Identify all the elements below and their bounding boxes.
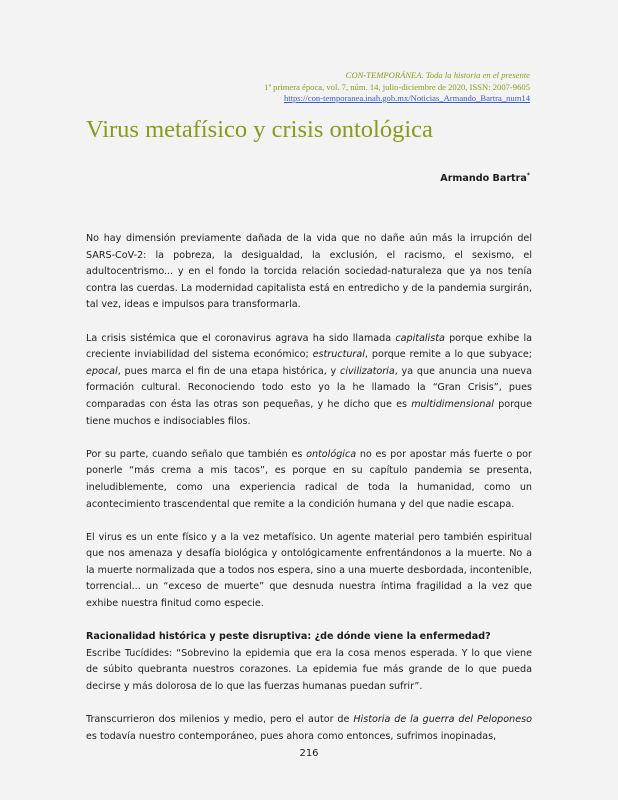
paragraph-2 — [86, 331, 532, 431]
paragraph-5: Escribe Tucídides: “Sobrevino la epidemia que era la cosa menos esperada. Y lo que viene de súbito quebranta nuestros corazones. La epidemia fue más grande de lo que pueda decirse y más dolorosa de lo que las fuerzas humanas puedan sufrir”. — [86, 647, 532, 693]
emphasis-epocal: epocal — [86, 365, 118, 377]
journal-header — [264, 70, 530, 105]
paragraph-3 — [86, 447, 532, 513]
paragraph-4: El virus es un ente físico y a la vez metafísico. Un agente material pero también espiritual que nos amenaza y desafía biológica y ontológicamente enfrentándonos a la muerte. No a la muerte normalizada que a todos nos espera, sino a una muerte desbordada, incontenible, torrencial... un “exceso de muerte” que desnuda nuestra íntima fragilidad a la vez que exhibe nuestra finitud como especie. — [86, 531, 532, 610]
article-title: Virus metafísico y crisis ontológica — [86, 116, 433, 143]
paragraph-1: No hay dimensión previamente dañada de la vida que no dañe aún más la irrupción del SARS-CoV-2: la pobreza, la desigualdad, la exclusión, el racismo, el sexismo, el adultocentrismo... y en el fondo la torcida relación sociedad-naturaleza que ya nos tenía contra las cuerdas. La modernidad capitalista está en entredicho y de la pandemia surgirán, tal vez, ideas e impulsos para transformarla. — [86, 233, 532, 311]
emphasis-estructural: estructural — [312, 349, 365, 361]
section-heading: Racionalidad histórica y peste disruptiva: ¿de dónde viene la enfermedad? — [86, 631, 491, 643]
article-url-link[interactable]: https://con-temporanea.inah.gob.mx/Noticias_Armando_Bartra_num14 — [283, 93, 530, 103]
author-name: Armando Bartra — [440, 173, 527, 185]
text-run: , ya que anuncia una nueva formación cultural. Reconociendo todo esto yo la he llamado la “Gran Crisis”, pues comparadas con ésta las otras son pequeñas, y he dicho que es — [86, 365, 532, 410]
text-run: es todavía nuestro contemporáneo, pues ahora como entonces, sufrimos inopinadas, — [86, 730, 497, 742]
author-footnote-mark: * — [526, 172, 530, 179]
emphasis-capitalista: capitalista — [395, 332, 445, 344]
text-run: porque exhibe la creciente inviabilidad del sistema económico; — [86, 332, 532, 361]
issue-info: 1ª primera época, vol. 7, núm. 14, julio-diciembre de 2020, ISSN: 2007-9605 — [264, 81, 530, 92]
emphasis-ontologica: ontológica — [306, 448, 357, 460]
article-body — [86, 231, 532, 745]
paragraph-6 — [86, 712, 532, 745]
text-run: Por su parte, cuando señalo que también es — [86, 448, 307, 460]
page-number: 216 — [299, 748, 319, 759]
journal-name: CON-TEMPORÁNEA. Toda la historia en el presente — [345, 70, 530, 80]
text-run: porque tiene muchos e indisociables filos. — [86, 398, 532, 427]
emphasis-civilizatoria: civilizatoria — [340, 365, 395, 377]
text-run: no es por apostar más fuerte o por ponerle “más crema a mis tacos”, es porque en su capítulo pandemia se presenta, ineludiblemente, como una experiencia radical de toda la humanidad, como un acontecimiento trascendental que remite a la condición humana y del que nadie escapa. — [86, 448, 532, 510]
text-run: , porque remite a lo que subyace; — [364, 349, 533, 361]
author-byline — [440, 172, 530, 184]
text-run: , pues marca el fin de una etapa histórica, y — [117, 365, 341, 377]
emphasis-book-title: Historia de la guerra del Peloponeso — [353, 714, 532, 726]
text-run: La crisis sistémica que el coronavirus agrava ha sido llamada — [86, 332, 396, 344]
emphasis-multidimensional: multidimensional — [411, 398, 494, 410]
text-run: Transcurrieron dos milenios y medio, pero el autor de — [86, 714, 354, 726]
